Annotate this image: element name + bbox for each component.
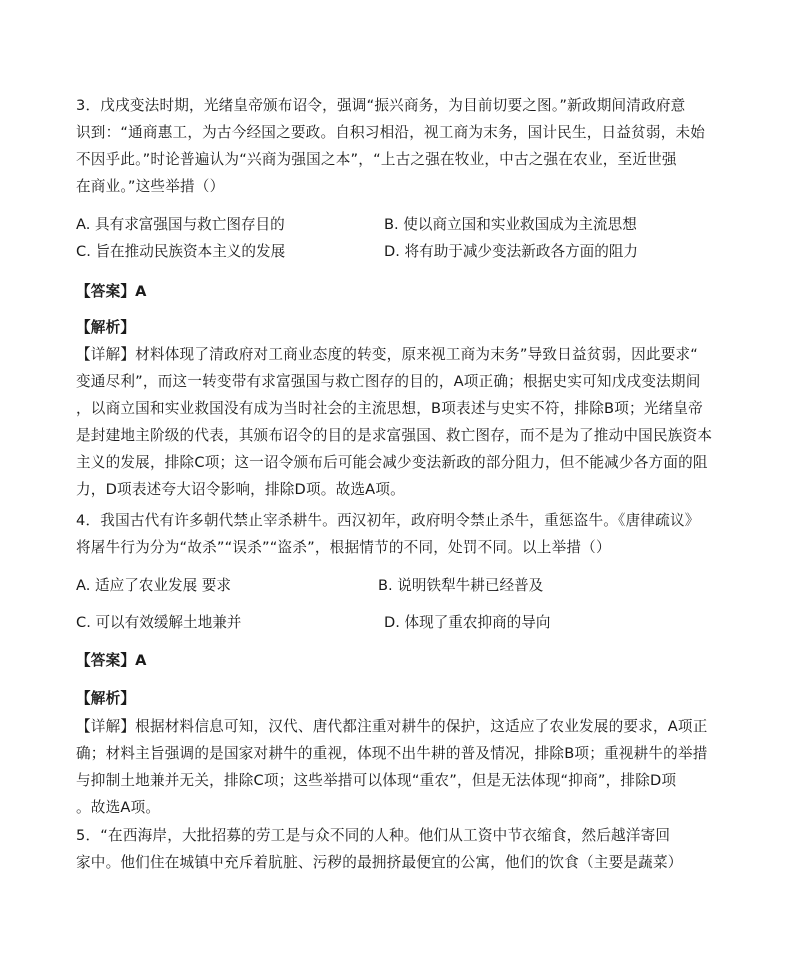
q3-answer: 【答案】A: [76, 283, 147, 300]
q3-explanation-line: 是封建地主阶级的代表，其颁布诏令的目的是求富强国、救亡图存，而不是为了推动中国民族资本: [76, 427, 713, 444]
q4-explanation-line: 确；材料主旨强调的是国家对耕牛的重视，体现不出牛耕的普及情况，排除B项；重视耕牛的举措: [76, 745, 708, 762]
q4-option-b: B. 说明铁犁牛耕已经普及: [378, 577, 544, 594]
q3-analysis-label: 【解析】: [76, 319, 136, 336]
q4-explanation-line: 与抑制土地兼并无关，排除C项；这些举措可以体现“重农”，但是无法体现“抑商”，排除D项: [76, 772, 677, 789]
q4-option-d: D. 体现了重农抑商的导向: [384, 614, 551, 631]
q4-analysis-label: 【解析】: [76, 690, 136, 707]
q3-option-b: B. 使以商立国和实业救国成为主流思想: [384, 216, 637, 233]
q4-explanation-line: 。故选A项。: [76, 799, 161, 816]
q3-explanation-line: 变通尽利”，而这一转变带有求富强国与救亡图存的目的，A项正确；根据史实可知戊戌变法期间: [76, 373, 701, 390]
q3-explanation-line: ，以商立国和实业救国没有成为当时社会的主流思想，B项表述与史实不符，排除B项；光绪皇帝: [76, 400, 703, 417]
q3-stem-line: 3．戊戌变法时期，光绪皇帝颁布诏令，强调“振兴商务，为目前切要之图。”新政期间清政府意: [76, 97, 686, 114]
q3-stem-line: 在商业。”这些举措（）: [76, 178, 225, 195]
q4-option-c: C. 可以有效缓解土地兼并: [76, 614, 242, 631]
q5-stem-line: 家中。他们住在城镇中充斥着肮脏、污秽的最拥挤最便宜的公寓，他们的饮食（主要是蔬菜）: [76, 854, 683, 871]
q4-answer: 【答案】A: [76, 652, 147, 669]
q3-stem-line: 不因乎此。”时论普遍认为“兴商为强国之本”，“上古之强在牧业，中古之强在农业，至近世强: [76, 151, 677, 168]
q3-option-a: A. 具有求富强国与救亡图存目的: [76, 216, 285, 233]
q3-explanation-line: 主义的发展，排除C项；这一诏令颁布后可能会减少变法新政的部分阻力，但不能减少各方面的阻: [76, 454, 708, 471]
q3-option-d: D. 将有助于减少变法新政各方面的阻力: [384, 243, 639, 260]
q5-stem-line: 5．“在西海岸，大批招募的劳工是与众不同的人种。他们从工资中节衣缩食，然后越洋寄回: [76, 827, 671, 844]
q3-option-c: C. 旨在推动民族资本主义的发展: [76, 243, 286, 260]
q4-stem-line: 将屠牛行为分为“故杀”“误杀”“盗杀”，根据情节的不同，处罚不同。以上举措（）: [76, 539, 611, 556]
q4-explanation-line: 【详解】根据材料信息可知，汉代、唐代都注重对耕牛的保护，这适应了农业发展的要求，A项正: [76, 718, 708, 735]
q3-stem-line: 识到：“通商惠工，为古今经国之要政。自积习相沿，视工商为末务，国计民生，日益贫弱，未始: [76, 124, 706, 141]
q3-explanation-line: 【详解】材料体现了清政府对工商业态度的转变，原来视工商为末务”导致日益贫弱，因此要求“: [76, 346, 699, 363]
q4-option-a: A. 适应了农业发展 要求: [76, 577, 231, 594]
q4-stem-line: 4．我国古代有许多朝代禁止宰杀耕牛。西汉初年，政府明令禁止杀牛，重惩盗牛。《唐律疏议》: [76, 512, 700, 529]
q3-explanation-line: 力，D项表述夸大诏令影响，排除D项。故选A项。: [76, 481, 405, 498]
